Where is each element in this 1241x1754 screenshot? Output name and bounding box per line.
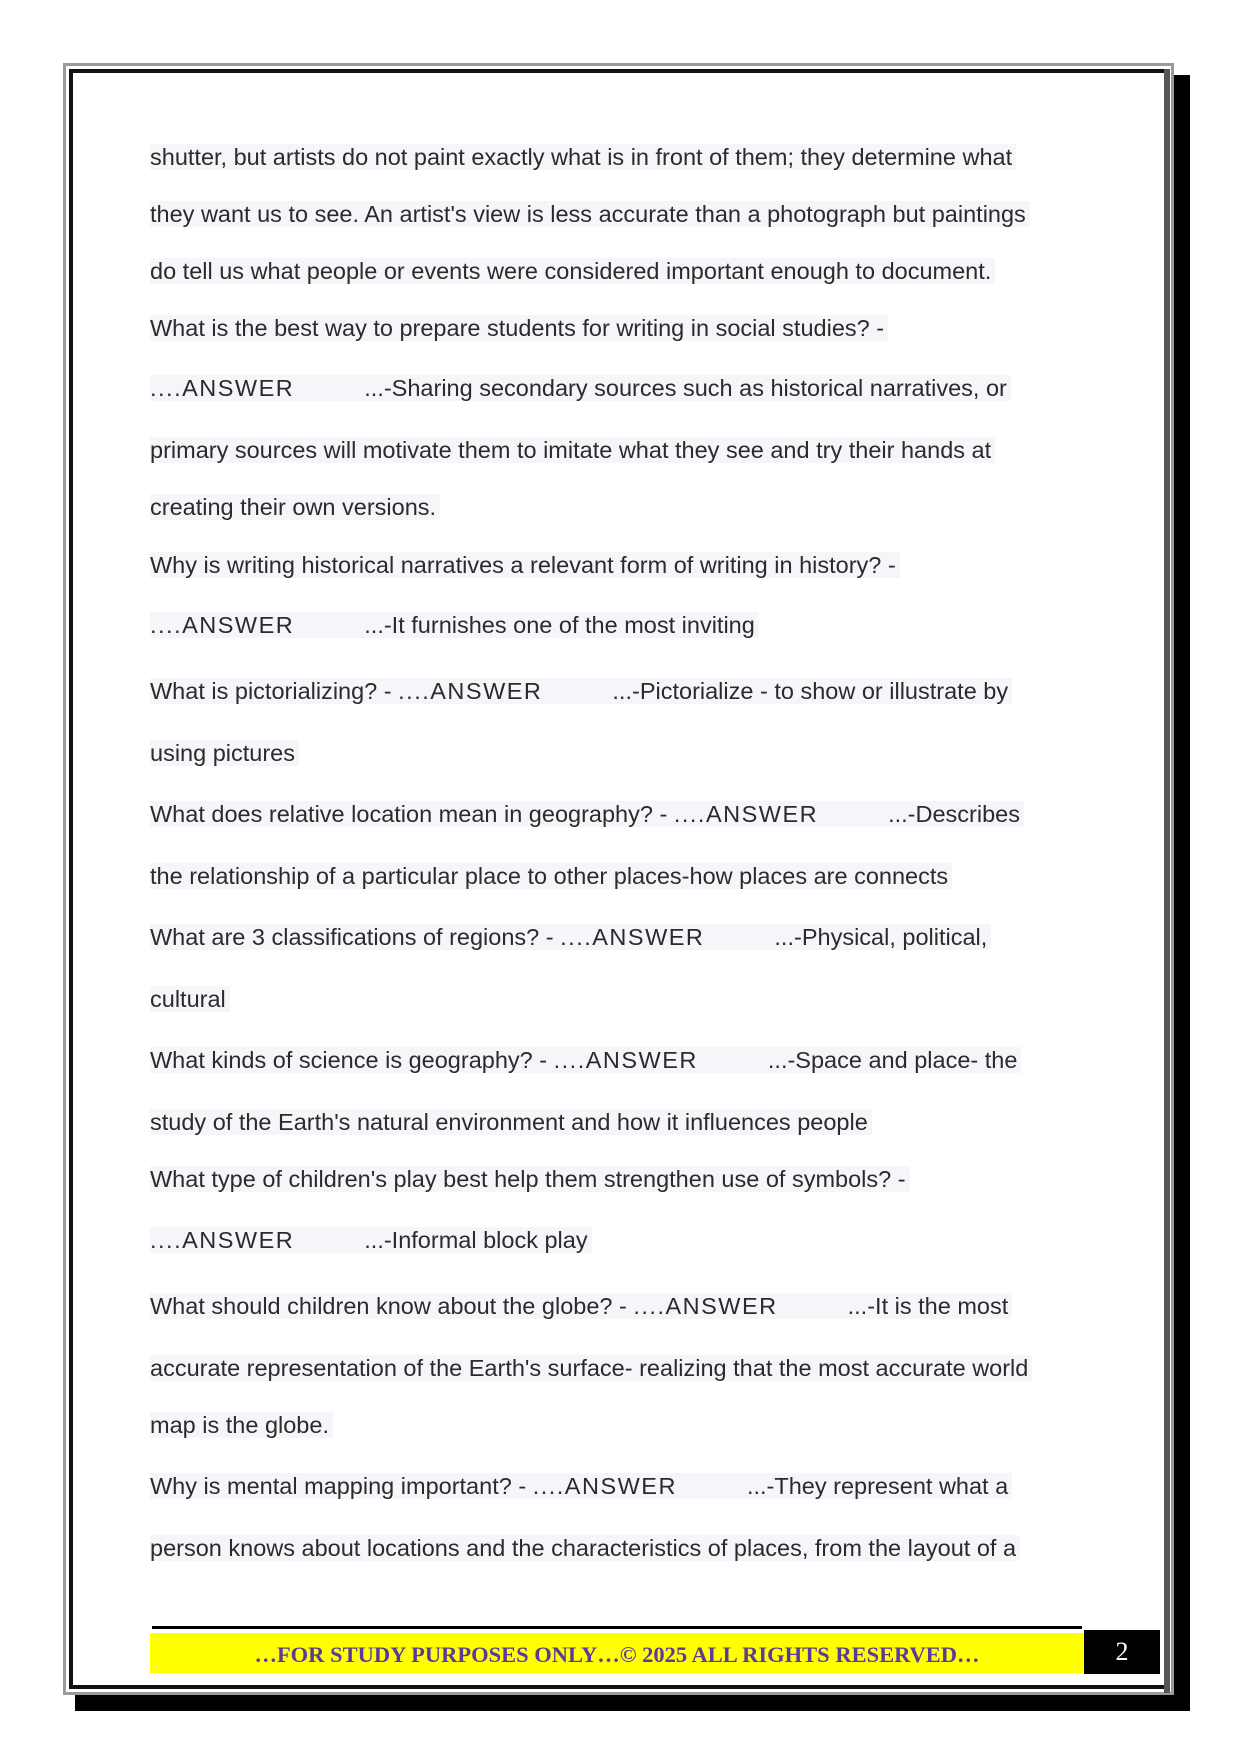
question-text: What type of children's play best help them strengthen use of symbols? - <box>150 1166 910 1192</box>
answer-text: ...-Physical, political, <box>774 924 988 950</box>
answer-label: ....ANSWER <box>673 801 819 827</box>
page-frame-right-edge <box>1164 69 1170 1693</box>
answer-line <box>150 1223 592 1257</box>
text-line <box>150 736 299 770</box>
question-text: What should children know about the globe? - <box>150 1293 634 1319</box>
answer-text: ...-Describes <box>888 801 1020 827</box>
text-segment: person knows about locations and the characteristics of places, from the layout of a <box>150 1535 1020 1561</box>
text-segment: shutter, but artists do not paint exactly what is in front of them; they determine what <box>150 144 1016 170</box>
question-answer-line <box>150 920 991 954</box>
text-line <box>150 1351 1032 1385</box>
text-segment: primary sources will motivate them to imitate what they see and try their hands at <box>150 437 995 463</box>
text-line <box>150 1105 872 1139</box>
footer-text: …FOR STUDY PURPOSES ONLY…© 2025 ALL RIGHTS RESERVED… <box>254 1642 980 1667</box>
answer-text: ...-It is the most <box>847 1293 1009 1319</box>
question-line <box>150 1162 910 1196</box>
answer-label: ....ANSWER <box>150 375 295 401</box>
text-line <box>150 490 440 524</box>
text-segment: they want us to see. An artist's view is less accurate than a photograph but paintings <box>150 201 1030 227</box>
question-line <box>150 311 888 345</box>
footer-rule <box>152 1626 1082 1629</box>
text-segment: map is the globe. <box>150 1412 333 1438</box>
question-text: What are 3 classifications of regions? - <box>150 924 561 950</box>
page-number: 2 <box>1084 1630 1160 1674</box>
answer-label: ....ANSWER <box>150 1227 295 1253</box>
question-text: Why is writing historical narratives a relevant form of writing in history? - <box>150 552 900 578</box>
text-line <box>150 140 1016 174</box>
question-line <box>150 548 900 582</box>
answer-label: ....ANSWER <box>150 612 295 638</box>
text-segment: accurate representation of the Earth's surface- realizing that the most accurate world <box>150 1355 1032 1381</box>
answer-text: ...-Pictorialize - to show or illustrate by <box>612 678 1009 704</box>
text-line <box>150 982 230 1016</box>
answer-line <box>150 608 759 642</box>
question-text: What does relative location mean in geography? - <box>150 801 674 827</box>
text-line <box>150 859 952 893</box>
text-segment: study of the Earth's natural environment and how it influences people <box>150 1109 872 1135</box>
question-text: What is the best way to prepare students for writing in social studies? - <box>150 315 888 341</box>
question-text: What is pictorializing? - <box>150 678 399 704</box>
footer-band <box>150 1633 1084 1673</box>
answer-label: ....ANSWER <box>633 1293 778 1319</box>
answer-text: ...-Informal block play <box>364 1227 588 1253</box>
text-line <box>150 197 1030 231</box>
answer-text: ...-It furnishes one of the most inviting <box>364 612 755 638</box>
answer-text: ...-They represent what a <box>746 1473 1009 1499</box>
answer-text: ...-Sharing secondary sources such as historical narratives, or <box>364 375 1007 401</box>
answer-label: ....ANSWER <box>553 1047 698 1073</box>
question-answer-line <box>150 797 1024 831</box>
text-segment: cultural <box>150 986 230 1012</box>
text-line <box>150 433 995 467</box>
text-segment: using pictures <box>150 740 299 766</box>
question-text: What kinds of science is geography? - <box>150 1047 554 1073</box>
text-segment: do tell us what people or events were considered important enough to document. <box>150 258 995 284</box>
text-line <box>150 254 995 288</box>
answer-label: ....ANSWER <box>398 678 543 704</box>
question-answer-line <box>150 1289 1012 1323</box>
text-line <box>150 1531 1020 1565</box>
answer-text: ...-Space and place- the <box>767 1047 1018 1073</box>
text-segment: the relationship of a particular place to other places-how places are connects <box>150 863 952 889</box>
question-answer-line <box>150 674 1012 708</box>
text-segment: creating their own versions. <box>150 494 440 520</box>
question-text: Why is mental mapping important? - <box>150 1473 533 1499</box>
question-answer-line <box>150 1469 1012 1503</box>
text-line <box>150 1408 333 1442</box>
answer-label: ....ANSWER <box>560 924 705 950</box>
answer-line <box>150 371 1011 405</box>
question-answer-line <box>150 1043 1021 1077</box>
answer-label: ....ANSWER <box>532 1473 677 1499</box>
